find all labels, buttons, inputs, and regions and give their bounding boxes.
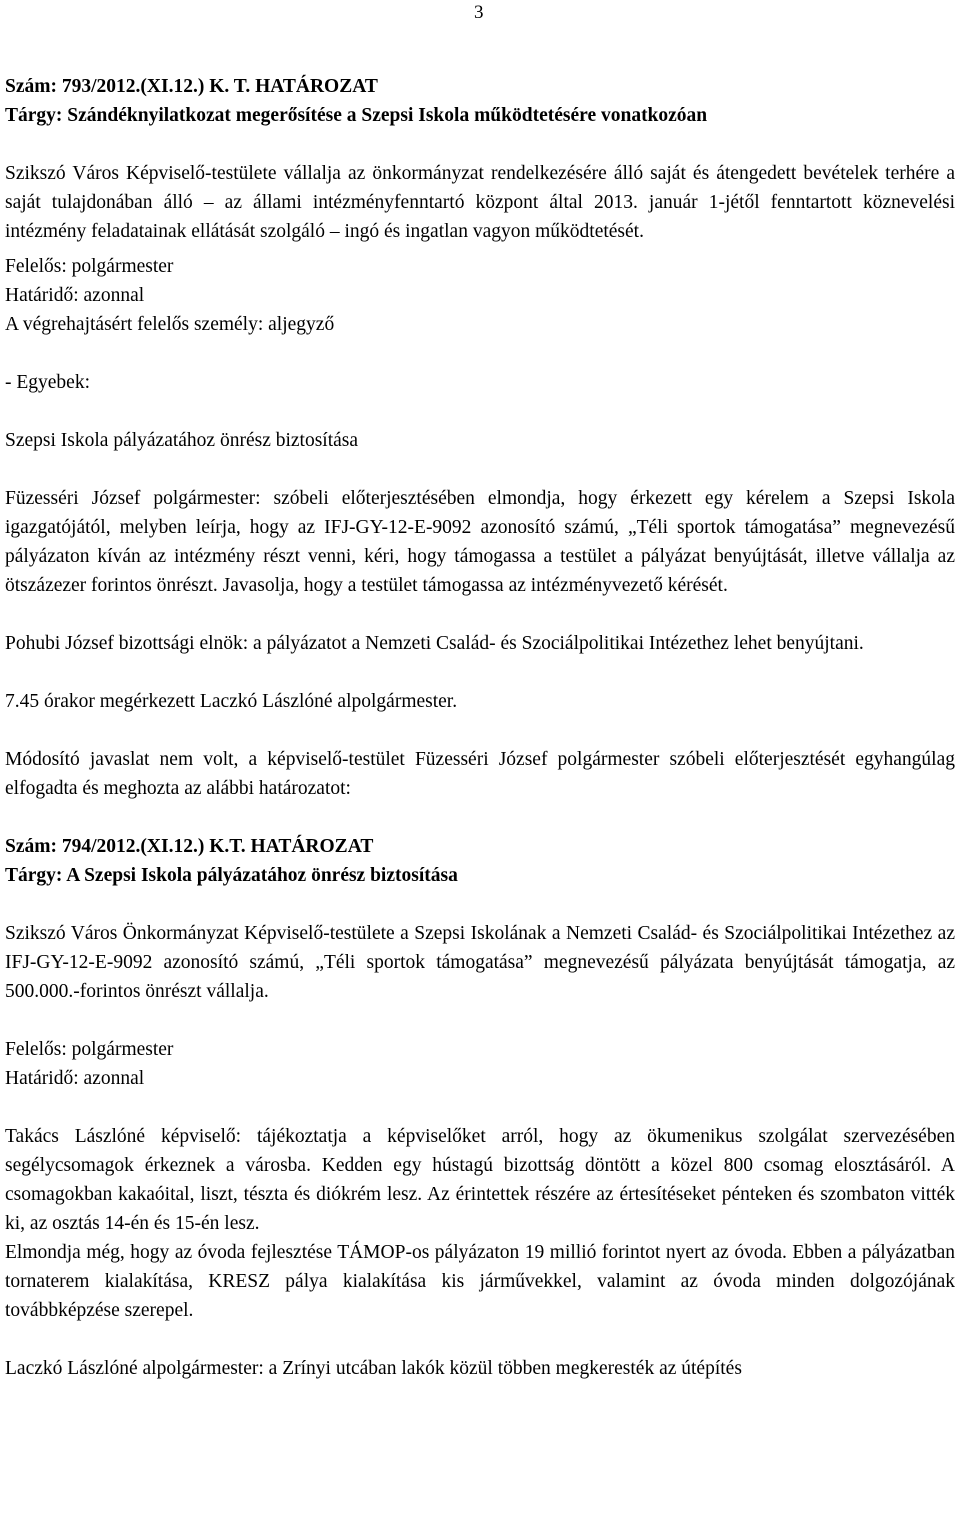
- resolution-subject: Tárgy: Szándéknyilatkozat megerősítése a Szepsi Iskola működtetésére vonatkozóan: [5, 105, 708, 126]
- deadline-line: Határidő: azonnal: [5, 285, 145, 306]
- page-number: 3: [474, 2, 484, 23]
- paragraph-representative-info: Takács Lászlóné képviselő: tájékoztatja a képviselőket arról, hogy az ökumenikus szolgálat szervezésében segélycsomagok érkeznek a városba. Kedden egy hústagú bizottság döntött a közel 800 csomag elosztásáról. A csomagokban kakaóital, liszt, tészta és diókrém lesz. Az érintettek részére az értesítéseket pénteken és szombaton vitték ki, az osztás 14-én és 15-én lesz.: [5, 1126, 955, 1234]
- executor-line: A végrehajtásért felelős személy: aljegyző: [5, 314, 335, 335]
- paragraph-kindergarten: Elmondja még, hogy az óvoda fejlesztése TÁMOP-os pályázaton 19 millió forintot nyert az óvoda. Ebben a pályázatban tornaterem kialakítása, KRESZ pálya kialakítása kis járművekkel, valamint az óvoda minden dolgozójának továbbképzése szerepel.: [5, 1242, 955, 1321]
- paragraph-arrival: 7.45 órakor megérkezett Laczkó Lászlóné alpolgármester.: [5, 691, 458, 712]
- resolution-number: Szám: 794/2012.(XI.12.) K.T. HATÁROZAT: [5, 836, 374, 857]
- resolution-body: Szikszó Város Önkormányzat Képviselő-testülete a Szepsi Iskolának a Nemzeti Család- és Szociálpolitikai Intézethez az IFJ-GY-12-E-9092 azonosító számú, „Téli sportok támogatása” megnevezésű pályázata benyújtását támogatja, az 500.000.-forintos önrészt vállalja.: [5, 923, 955, 1002]
- resolution-body: Szikszó Város Képviselő-testülete vállalja az önkormányzat rendelkezésére álló saját és átengedett bevételek terhére a saját tulajdonában álló – az állami intézményfenntartó központ által 2013. január 1-jétől fenntartott köznevelési intézmény feladatainak ellátását szolgáló – ingó és ingatlan vagyon működtetését.: [5, 163, 955, 242]
- section-heading-other: - Egyebek:: [5, 372, 91, 393]
- document-body: [5, 72, 955, 1383]
- topic-heading: Szepsi Iskola pályázatához önrész biztosítása: [5, 430, 359, 451]
- paragraph-mayor-proposal: Füzesséri József polgármester: szóbeli előterjesztésében elmondja, hogy érkezett egy kérelem a Szepsi Iskola igazgatójától, melyben leírja, hogy az IFJ-GY-12-E-9092 azonosító számú, „Téli sportok támogatása” megnevezésű pályázaton kíván az intézmény részt venni, kéri, hogy támogassa a testület a pályázat benyújtását, illetve vállalja az ötszázezer forintos önrészt. Javasolja, hogy a testület támogassa az intézményvezető kérését.: [5, 488, 955, 596]
- paragraph-deputy-mayor: Laczkó Lászlóné alpolgármester: a Zrínyi utcában lakók közül többen megkeresték az útépítés: [5, 1358, 742, 1379]
- resolution-subject: Tárgy: A Szepsi Iskola pályázatához önrész biztosítása: [5, 865, 458, 886]
- responsible-line: Felelős: polgármester: [5, 1039, 174, 1060]
- resolution-number: Szám: 793/2012.(XI.12.) K. T. HATÁROZAT: [5, 76, 378, 97]
- responsible-line: Felelős: polgármester: [5, 256, 174, 277]
- paragraph-vote: Módosító javaslat nem volt, a képviselő-testület Füzesséri József polgármester szóbeli előterjesztését egyhangúlag elfogadta és meghozta az alábbi határozatot:: [5, 749, 955, 799]
- paragraph-committee-chair: Pohubi József bizottsági elnök: a pályázatot a Nemzeti Család- és Szociálpolitikai Intézethez lehet benyújtani.: [5, 633, 864, 654]
- deadline-line: Határidő: azonnal: [5, 1068, 145, 1089]
